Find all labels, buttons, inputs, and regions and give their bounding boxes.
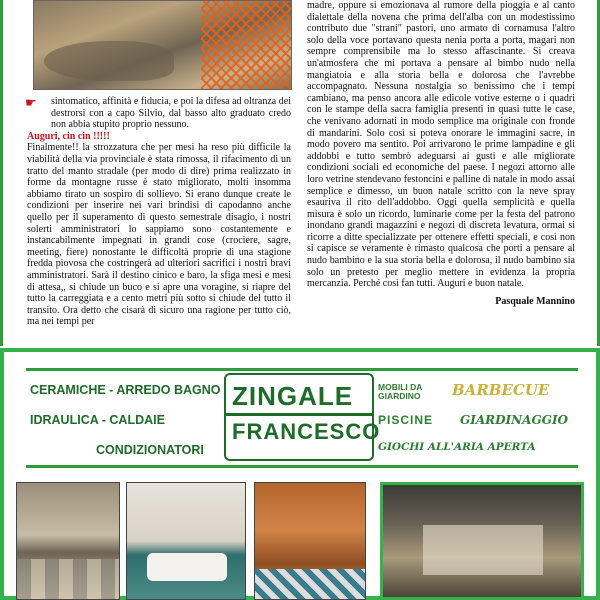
ad-service-line: IDRAULICA - CALDAIE (30, 413, 165, 427)
kitchen-tiles-photo (254, 482, 366, 600)
bathroom-tiles-photo (16, 482, 120, 600)
right-body-text: madre, oppure si emozionava al rumore della pioggia e al canto dialettale della novena che prima dell'alba con un modestissimo contributo due "strani" pastori, uno armato di cornamusa l'altro solo della voce portavano questa nenia porta a porta, magari non sempre comprensibile ma lo stesso affascinante. Si creava un'atmosfera che mi portava a pensare al bimbo nudo nella mangiatoia e alla storia bella e dolorosa che l'avrebbe accompagnato. Nessuna nostalgia so benissimo che i tempi cambiano, ma penso ancora alle edicole votive esterne o i quadri con le stampe della sacra famiglia presenti in quasi tutte le case, che venivano adornati in modo semplice ma originale con fronde di mandarini. Solo così si poteva onorare le immagini sacre, in modo povero ma sentito. Poi arrivarono le prime lampadine e gli addobbi e tutto sembrò adeguarsi ai gusti e alle migliorate condizioni sociali ed economiche del paese. I negozi attorno alle loro vetrine stendevano festoncini e palline di natale in modo assai semplice e dimesso, un buon natale scritto con la neve spray esauriva il rito dell'addobbo. Oggi quella semplicità e quella misura è solo un ricordo, luminarie come per la festa del patrono inondano grandi magazzini e negozi di discreta levatura, ormai si ricorre a ditte specializzate per ottenere effetti speciali, e così non si capisce se veramente è rimasto qualcosa che porti a pensare al nudo bambino e la sua storia bella e dolorosa, il nudo bambino sia solo un pretesto per meglio mettere in evidenza la propria mercanzia. Perché così fan tutti. Auguri e buon natale. (307, 0, 575, 290)
left-heading: Auguri, cin cin !!!!! (27, 130, 110, 142)
pointing-hand-icon: ☛ (25, 95, 37, 110)
ad-service-line: CERAMICHE - ARREDO BAGNO (30, 383, 221, 397)
photo-rubble (44, 41, 174, 81)
ad-banner (26, 368, 578, 468)
advertisement (0, 348, 600, 600)
ad-giochi: GIOCHI ALL'ARIA APERTA (378, 441, 536, 453)
article-photo (33, 0, 292, 90)
ad-mobili: MOBILI DA GIARDINO (378, 382, 423, 401)
ad-giardinaggio: GIARDINAGGIO (460, 413, 569, 427)
company-logo (224, 373, 381, 461)
photo-orange-fence (201, 1, 291, 89)
right-column (307, 0, 575, 307)
logo-divider (226, 413, 372, 416)
ad-service-line: CONDIZIONATORI (96, 443, 204, 457)
bathtub-photo (126, 482, 246, 600)
showroom-photo (380, 482, 584, 600)
left-intro-text: sintomatico, affinità e fiducia, e poi la difesa ad oltranza dei destrorsi con a capo Silvio, dal basso alto graduato credo non abbia stupito proprio nessuno. (51, 96, 291, 131)
ad-photo-strip (16, 482, 584, 600)
ad-piscine: PISCINE (378, 413, 434, 427)
logo-line2: FRANCESCO (232, 419, 381, 444)
left-body-text: Finalmente!! la strozzatura che per mesi ha reso più difficile la viabilità della via provinciale è stata rimossa, il rifacimento di un tratto del manto stradale (per modo di dire) prima realizzato in forme da montagne russe è stato migliorato, molti insomma abbiamo tirato un sospiro di sollievo. Si erano dunque create le condizioni per inserire nei vari brindisi di capodanno anche quello per il superamento di questo semestrale disagio, i nostri solerti amministratori lo sappiamo sono costantemente e instancabilmente impegnati in grandi cose (crociere, sagre, meeting, fiere) nonostante le difficoltà proprie di una stagione fredda piovosa che costringerà ad ulteriori sacrifici i nostri bravi amministratori. Sarà il destino cinico e baro, la sfiga mesi e mesi di attesa,, si chiude un buco e si apre una voragine, si riapre del tutto la carreggiata e a cento metri più sotto si chiude del tutto il transito. Ora detto che cisarà di sicuro una ragione per tutto ciò, ma nei tempi per (27, 142, 291, 328)
left-column (27, 96, 291, 328)
ad-barbecue: BARBECUE (452, 381, 550, 399)
logo-line1: ZINGALE (232, 381, 354, 411)
signature: Pasquale Mannino (495, 295, 575, 307)
